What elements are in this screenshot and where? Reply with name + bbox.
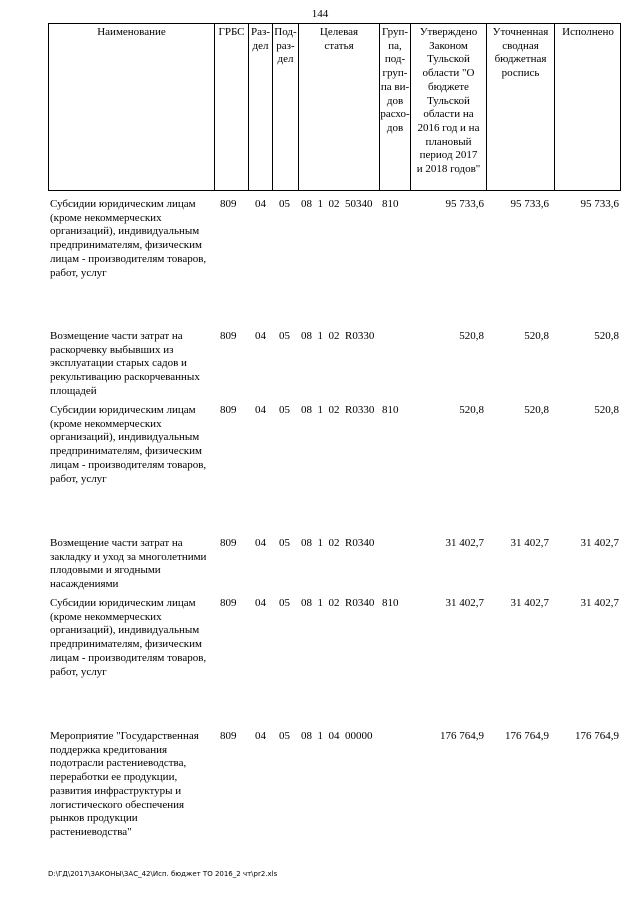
row-razdel: 04 xyxy=(255,330,266,342)
row-name: Возмещение части затрат на раскорчевку выбывших из эксплуатации старых садов и рекультивацию раскорчеванных площадей xyxy=(50,330,200,397)
header-grbs xyxy=(214,23,248,190)
row-celevaya: 08 1 02 50340 xyxy=(301,198,373,210)
header-name xyxy=(48,23,214,190)
row-utverzhdeno: 176 764,9 xyxy=(440,730,484,742)
row-utochnennaya: 176 764,9 xyxy=(505,730,549,742)
header-razdel xyxy=(248,23,272,190)
row-name: Субсидии юридическим лицам (кроме некоммерческих организаций), индивидуальным предпринимателям, физическим лицам - производителям товаров, работ, услуг xyxy=(50,404,207,485)
header-ispolneno xyxy=(554,23,621,190)
row-grbs: 809 xyxy=(220,730,237,742)
file-path-footer: D:\ГД\2017\ЗАКОНЫ\ЗАС_42\Исп. бюджет ТО 2016_2 чт\pr2.xls xyxy=(48,870,278,878)
row-name: Субсидии юридическим лицам (кроме некоммерческих организаций), индивидуальным предпринимателям, физическим лицам - производителям товаров, работ, услуг xyxy=(50,198,207,279)
row-grbs: 809 xyxy=(220,537,237,549)
row-utochnennaya: 31 402,7 xyxy=(510,597,549,609)
row-grbs: 809 xyxy=(220,198,237,210)
row-utverzhdeno: 520,8 xyxy=(459,330,484,342)
page-number: 144 xyxy=(311,8,329,20)
header-celevaya xyxy=(298,23,379,190)
row-celevaya: 08 1 02 R0340 xyxy=(301,597,375,609)
row-podrazdel: 05 xyxy=(279,330,290,342)
header-gruppa-label: Груп- па, под- груп- па ви- дов расхо- дов xyxy=(380,26,410,134)
row-celevaya: 08 1 04 00000 xyxy=(301,730,373,742)
row-utverzhdeno: 31 402,7 xyxy=(445,597,484,609)
row-utverzhdeno: 31 402,7 xyxy=(445,537,484,549)
row-grbs: 809 xyxy=(220,404,237,416)
row-utochnennaya: 31 402,7 xyxy=(510,537,549,549)
row-razdel: 04 xyxy=(255,198,266,210)
row-grbs: 809 xyxy=(220,330,237,342)
row-utochnennaya: 95 733,6 xyxy=(510,198,549,210)
header-razdel-label: Раз- дел xyxy=(250,26,270,52)
row-celevaya: 08 1 02 R0330 xyxy=(301,404,375,416)
header-bottom-border xyxy=(48,190,621,191)
header-celevaya-label: Целевая статья xyxy=(319,26,359,52)
row-ispolneno: 31 402,7 xyxy=(580,597,619,609)
row-razdel: 04 xyxy=(255,537,266,549)
row-ispolneno: 520,8 xyxy=(594,330,619,342)
row-podrazdel: 05 xyxy=(279,404,290,416)
row-podrazdel: 05 xyxy=(279,537,290,549)
header-utverzhdeno-label: Утверждено Законом Тульской области "О бюджете Тульской области на 2016 год и на плановый период 2017 и 2018 годов" xyxy=(416,26,481,176)
row-ispolneno: 176 764,9 xyxy=(575,730,619,742)
row-ispolneno: 95 733,6 xyxy=(580,198,619,210)
header-name-label: Наименование xyxy=(97,26,166,38)
row-podrazdel: 05 xyxy=(279,198,290,210)
row-razdel: 04 xyxy=(255,404,266,416)
header-ispolneno-label: Исполнено xyxy=(562,26,614,38)
header-utverzhdeno xyxy=(410,23,486,190)
header-gruppa xyxy=(379,23,410,190)
row-razdel: 04 xyxy=(255,730,266,742)
row-gruppa: 810 xyxy=(382,597,399,609)
row-utochnennaya: 520,8 xyxy=(524,330,549,342)
header-utochnennaya xyxy=(486,23,554,190)
row-grbs: 809 xyxy=(220,597,237,609)
header-podrazdel-label: Под- раз- дел xyxy=(274,26,297,66)
table-header xyxy=(48,23,621,190)
row-name: Субсидии юридическим лицам (кроме некоммерческих организаций), индивидуальным предпринимателям, физическим лицам - производителям товаров, работ, услуг xyxy=(50,597,207,678)
row-ispolneno: 520,8 xyxy=(594,404,619,416)
row-ispolneno: 31 402,7 xyxy=(580,537,619,549)
row-name: Возмещение части затрат на закладку и уход за многолетними плодовыми и ягодными насаждениями xyxy=(50,537,207,591)
row-gruppa: 810 xyxy=(382,404,399,416)
header-grbs-label: ГРБС xyxy=(218,26,245,38)
header-podrazdel xyxy=(272,23,298,190)
row-celevaya: 08 1 02 R0340 xyxy=(301,537,375,549)
header-right-border xyxy=(620,23,621,191)
row-razdel: 04 xyxy=(255,597,266,609)
row-utochnennaya: 520,8 xyxy=(524,404,549,416)
row-utverzhdeno: 520,8 xyxy=(459,404,484,416)
row-name: Мероприятие "Государственная поддержка кредитования подотрасли растениеводства, переработки ее продукции, развития инфраструктуры и логистического обеспечения рынков продукции растениеводства" xyxy=(50,730,199,838)
row-utverzhdeno: 95 733,6 xyxy=(445,198,484,210)
header-utochnennaya-label: Уточненная сводная бюджетная роспись xyxy=(492,26,549,80)
row-gruppa: 810 xyxy=(382,198,399,210)
row-podrazdel: 05 xyxy=(279,597,290,609)
row-podrazdel: 05 xyxy=(279,730,290,742)
row-celevaya: 08 1 02 R0330 xyxy=(301,330,375,342)
